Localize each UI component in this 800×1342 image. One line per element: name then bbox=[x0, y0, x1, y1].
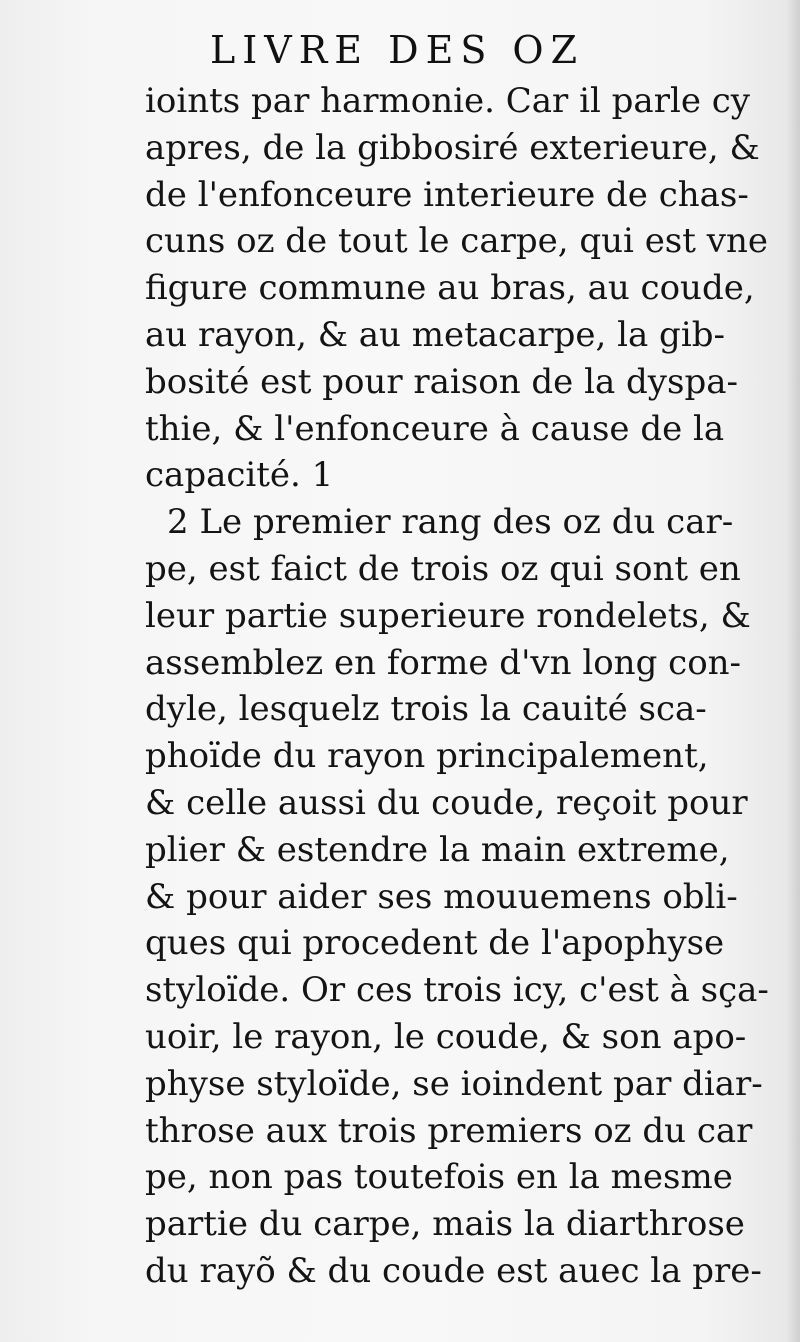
text-line: 2 Le premier rang des oz du car- bbox=[167, 502, 734, 543]
body-text bbox=[145, 78, 770, 1295]
text-line: & celle aussi du coude, reçoit pour bbox=[145, 782, 748, 823]
text-line: apres, de la gibbosiré exterieure, & bbox=[145, 127, 760, 168]
text-line: du rayõ & du coude est auec la pre- bbox=[145, 1250, 762, 1291]
text-line: bosité est pour raison de la dyspa- bbox=[145, 361, 738, 402]
text-line: uoir, le rayon, le coude, & son apo- bbox=[145, 1016, 747, 1057]
text-line: capacité. 1 bbox=[145, 455, 334, 496]
text-line: leur partie superieure rondelets, & bbox=[145, 595, 751, 636]
text-line: assemblez en forme d'vn long con- bbox=[145, 642, 742, 683]
running-head: LIVRE DES OZ bbox=[210, 28, 584, 72]
text-line: & pour aider ses mouuemens obli- bbox=[145, 876, 738, 917]
text-line: dyle, lesquelz trois la cauité sca- bbox=[145, 689, 707, 730]
text-line: physe styloïde, se ioindent par diar- bbox=[145, 1063, 763, 1104]
text-line: ques qui procedent de l'apophyse bbox=[145, 923, 725, 964]
text-line: phoïde du rayon principalement, bbox=[145, 736, 709, 777]
text-line: partie du carpe, mais la diarthrose bbox=[145, 1204, 745, 1245]
text-line: thie, & l'enfonceure à cause de la bbox=[145, 408, 725, 449]
text-line: throse aux trois premiers oz du car bbox=[145, 1110, 753, 1151]
text-line: figure commune au bras, au coude, bbox=[145, 268, 755, 309]
text-line: ioints par harmonie. Car il parle cy bbox=[145, 81, 751, 121]
text-line: pe, non pas toutefois en la mesme bbox=[145, 1157, 733, 1198]
text-line: au rayon, & au metacarpe, la gib- bbox=[145, 314, 725, 355]
text-line: cuns oz de tout le carpe, qui est vne bbox=[145, 221, 768, 262]
text-line: styloïde. Or ces trois icy, c'est à sça- bbox=[145, 970, 769, 1011]
text-line: plier & estendre la main extreme, bbox=[145, 829, 730, 870]
text-line: de l'enfonceure interieure de chas- bbox=[145, 174, 749, 215]
text-line: pe, est faict de trois oz qui sont en bbox=[145, 548, 741, 589]
